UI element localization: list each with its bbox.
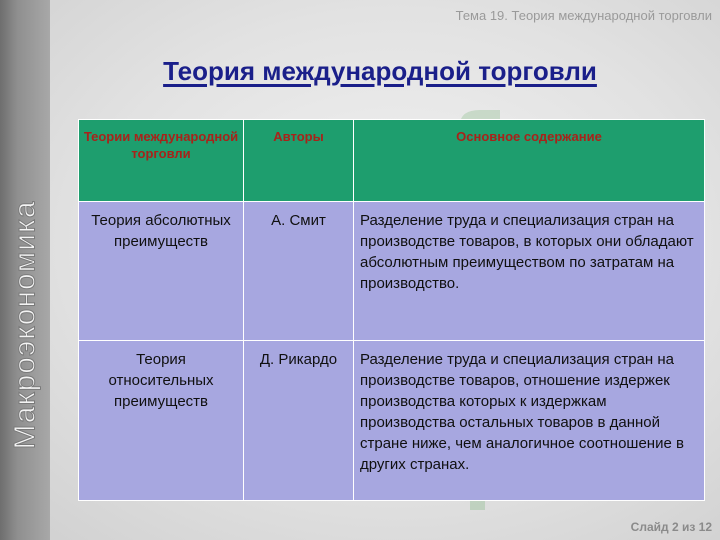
author-cell: Д. Рикардо <box>244 341 354 501</box>
theories-table <box>78 119 705 501</box>
theory-cell: Теория относительных преимуществ <box>79 341 244 501</box>
header-theories: Теории международной торговли <box>79 120 244 202</box>
table-row <box>79 341 705 501</box>
header-authors: Авторы <box>244 120 354 202</box>
slide-title: Теория международной торговли <box>163 56 597 86</box>
header-content: Основное содержание <box>354 120 705 202</box>
sidebar-label-text: Макроэкономика <box>9 200 43 450</box>
table-row <box>79 202 705 341</box>
content-cell: Разделение труда и специализация стран на производстве товаров, в которых они обладают абсолютным преимуществом по затратам на производство. <box>354 202 705 341</box>
content-cell: Разделение труда и специализация стран на производстве товаров, отношение издержек производства которых к издержкам производства остальных товаров в данной стране ниже, чем аналогичное соотношение в других странах. <box>354 341 705 501</box>
author-cell: А. Смит <box>244 202 354 341</box>
topic-header: Тема 19. Теория международной торговли <box>455 8 712 23</box>
theory-cell: Теория абсолютных преимуществ <box>79 202 244 341</box>
table-header-row <box>79 120 705 202</box>
slide-counter: Слайд 2 из 12 <box>630 520 712 534</box>
sidebar-label <box>6 200 46 450</box>
